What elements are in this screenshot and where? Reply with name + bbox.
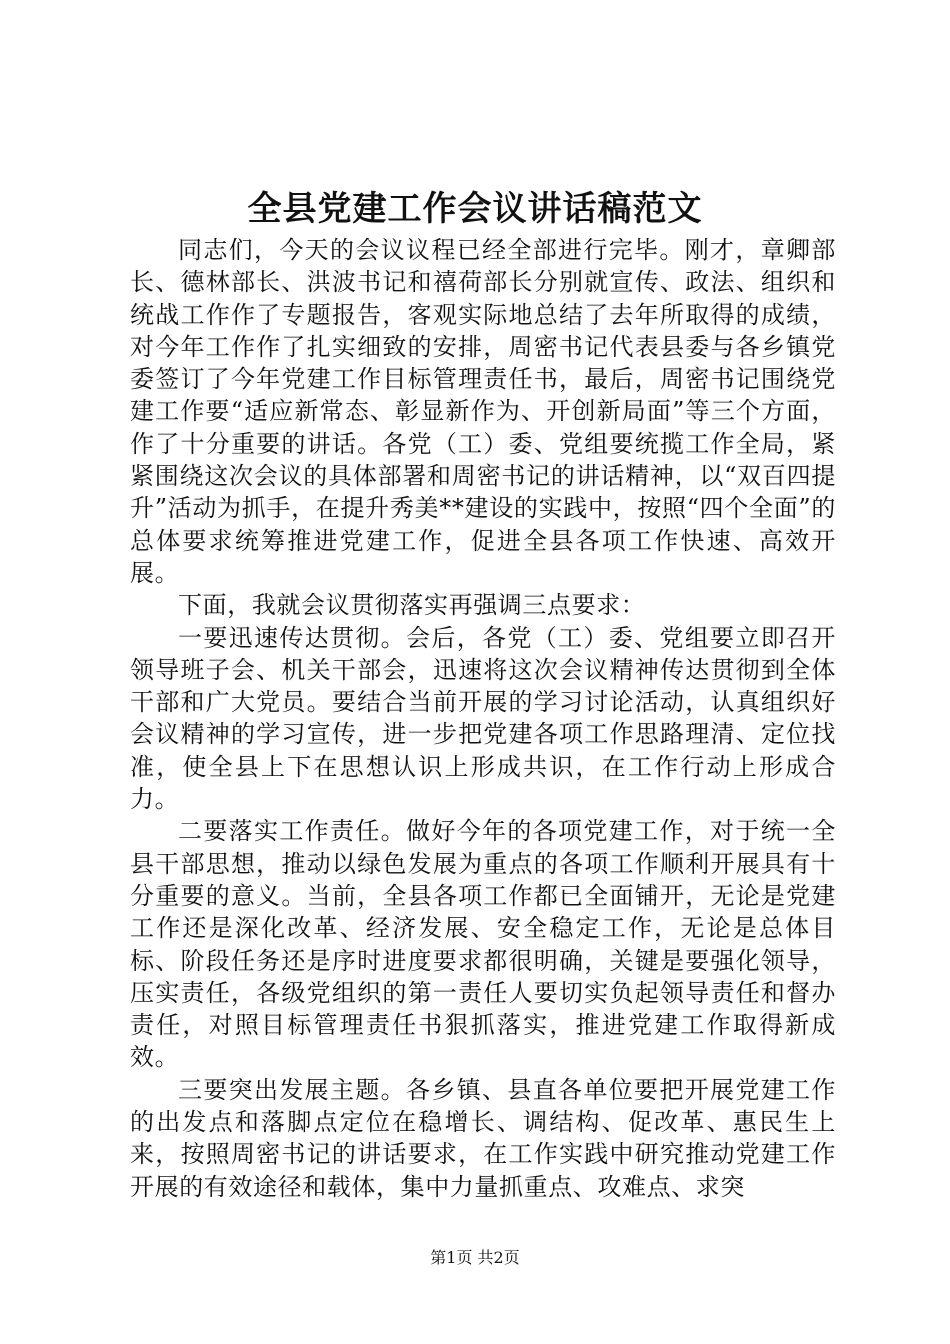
paragraph-requirement-3: 三要突出发展主题。各乡镇、县直各单位要把开展党建工作的出发点和落脚点定位在稳增长、调结构、促改革、惠民生上来，按照周密书记的讲话要求，在工作实践中研究推动党建工作开展的有效途径和载体，集中力量抓重点、攻难点、求突: [130, 1075, 836, 1201]
document-body: [130, 234, 836, 1203]
page-number-footer: 第1页 共2页: [430, 1248, 520, 1267]
paragraph-requirement-1: 一要迅速传达贯彻。会后，各党（工）委、党组要立即召开领导班子会、机关干部会，迅速将这次会议精神传达贯彻到全体干部和广大党员。要结合当前开展的学习讨论活动，认真组织好会议精神的学习宣传，进一步把党建各项工作思路理清、定位找准，使全县上下在思想认识上形成共识，在工作行动上形成合力。: [130, 623, 836, 814]
paragraph-requirement-2: 二要落实工作责任。做好今年的各项党建工作，对于统一全县干部思想，推动以绿色发展为重点的各项工作顺利开展具有十分重要的意义。当前，全县各项工作都已全面铺开，无论是党建工作还是深化改革、经济发展、安全稳定工作，无论是总体目标、阶段任务还是序时进度要求都很明确，关键是要强化领导，压实责任，各级党组织的第一责任人要切实负起领导责任和督办责任，对照目标管理责任书狠抓落实，推进党建工作取得新成效。: [130, 817, 836, 1072]
document-title: 全县党建工作会议讲话稿范文: [247, 189, 703, 229]
paragraph-intro: 同志们，今天的会议议程已经全部进行完毕。刚才，章卿部长、德林部长、洪波书记和禧荷部长分别就宣传、政法、组织和统战工作作了专题报告，客观实际地总结了去年所取得的成绩，对今年工作作了扎实细致的安排，周密书记代表县委与各乡镇党委签订了今年党建工作目标管理责任书，最后，周密书记围绕党建工作要“适应新常态、彰显新作为、开创新局面”等三个方面，作了十分重要的讲话。各党（工）委、党组要统揽工作全局，紧紧围绕这次会议的具体部署和周密书记的讲话精神，以“双百四提升”活动为抓手，在提升秀美**建设的实践中，按照“四个全面”的总体要求统筹推进党建工作，促进全县各项工作快速、高效开展。: [130, 236, 836, 587]
paragraph-requirements-lead: 下面，我就会议贯彻落实再强调三点要求：: [178, 591, 646, 620]
